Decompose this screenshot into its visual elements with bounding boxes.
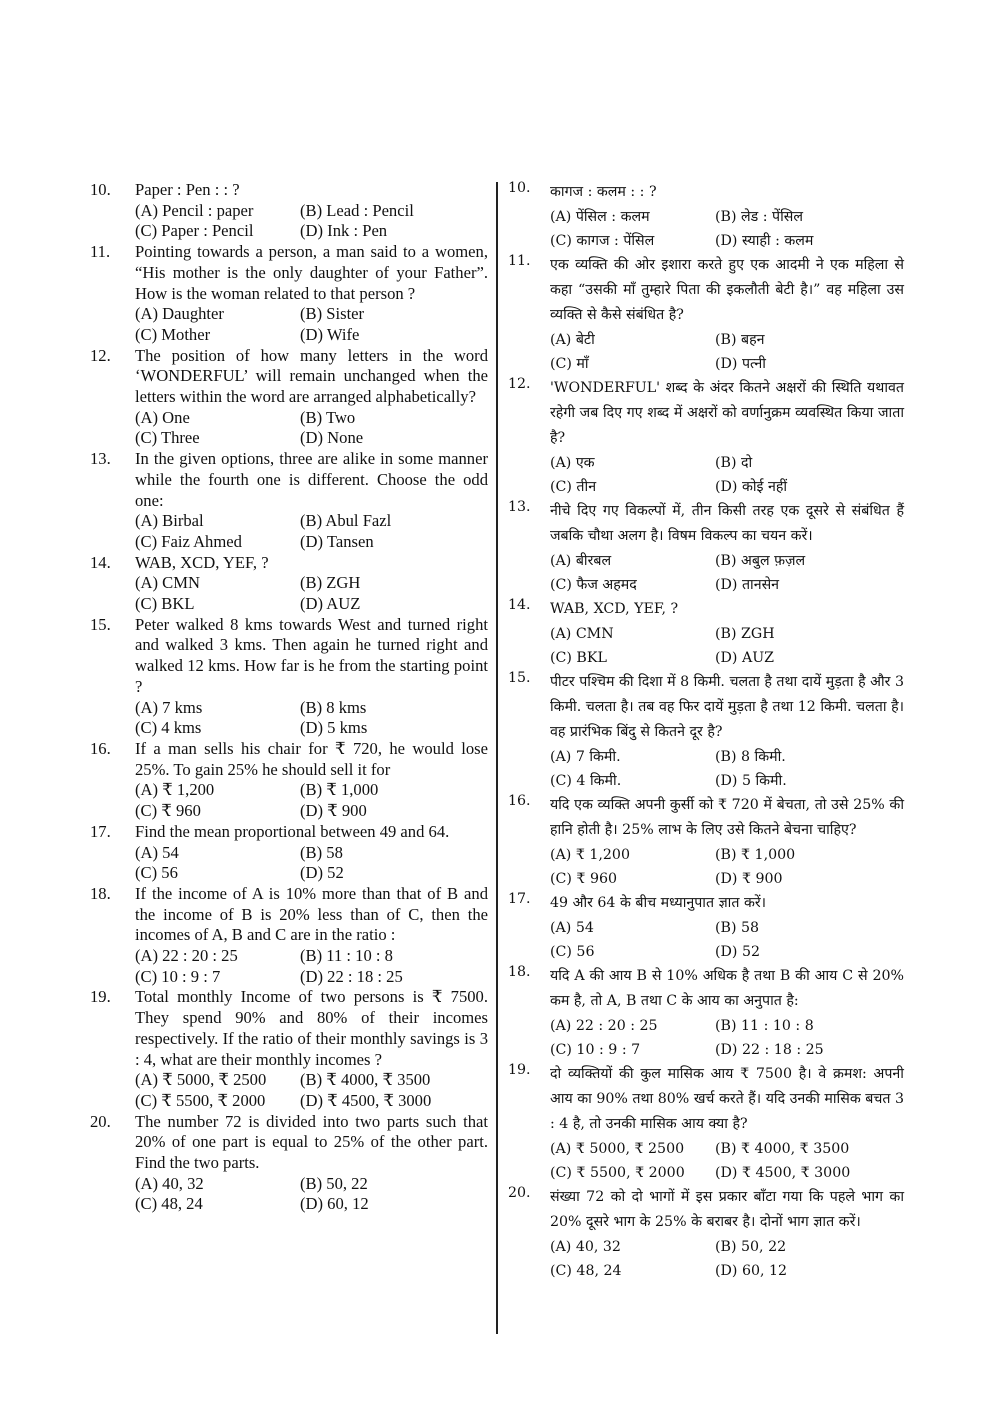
question-number: 13. (90, 449, 111, 469)
question-text: 49 और 64 के बीच मध्यानुपात ज्ञात करें। (550, 895, 767, 911)
hindi-question-19 (508, 1062, 904, 1185)
option-d: (D) None (300, 428, 364, 448)
option-a: (A) 7 किमी. (550, 749, 621, 765)
question-number: 15. (90, 614, 111, 634)
options-grid (135, 511, 488, 552)
options-grid (550, 745, 904, 793)
option-d: (D) 5 kms (300, 718, 368, 738)
options-grid (550, 622, 904, 670)
question-text: यदि A की आय B से 10% अधिक है तथा B की आय C से 20% कम है, तो A, B तथा C के आय का अनुपात है: (550, 968, 904, 1009)
option-a: (A) ₹ 5000, ₹ 2500 (135, 1070, 267, 1090)
option-b: (B) लेड : पेंसिल (715, 209, 803, 225)
option-b: (B) ZGH (715, 626, 775, 642)
question-body (550, 499, 904, 597)
english-question-10 (90, 180, 488, 242)
question-text: दो व्यक्तियों की कुल मासिक आय ₹ 7500 है। वे क्रमश: अपनी आय का 90% तथा 80% खर्च करते हैं। यदि उनकी मासिक बचत 3 : 4 है, तो उनकी मासिक आय क्या है? (550, 1066, 904, 1132)
question-text: Find the mean proportional between 49 and 64. (135, 821, 450, 841)
option-d: (D) तानसेन (715, 577, 780, 593)
option-c: (C) कागज : पेंसिल (550, 233, 655, 249)
option-b: (B) बहन (715, 332, 765, 348)
hindi-question-18 (508, 964, 904, 1062)
question-number: 16. (508, 793, 531, 809)
option-c: (C) ₹ 5500, ₹ 2000 (135, 1090, 266, 1110)
question-body (135, 822, 488, 884)
option-d: (D) 52 (715, 944, 761, 960)
option-b: (B) Lead : Pencil (300, 200, 414, 220)
question-body (550, 964, 904, 1062)
option-b: (B) 50, 22 (715, 1239, 787, 1255)
question-number: 17. (508, 891, 531, 907)
question-body (550, 1185, 904, 1283)
option-b: (B) ₹ 4000, ₹ 3500 (715, 1141, 850, 1157)
option-b: (B) 58 (715, 920, 760, 936)
option-c: (C) तीन (550, 479, 597, 495)
options-grid (550, 1014, 904, 1062)
option-d: (D) 22 : 18 : 25 (715, 1042, 824, 1058)
question-number: 19. (508, 1062, 531, 1078)
option-c: (C) ₹ 960 (550, 871, 618, 887)
question-text: The position of how many letters in the word ‘WONDERFUL’ will remain unchanged when the letters within the word are arranged alphabetically? (135, 345, 488, 407)
option-b: (B) ₹ 1,000 (300, 780, 379, 800)
option-c: (C) माँ (550, 356, 589, 372)
option-d: (D) 60, 12 (300, 1194, 369, 1214)
question-text: 'WONDERFUL' शब्द के अंदर कितने अक्षरों की स्थिति यथावत रहेगी जब दिए गए शब्द में अक्षरों को वर्णानुक्रम व्यवस्थित किया जाता है? (550, 380, 904, 446)
option-c: (C) 56 (550, 944, 595, 960)
question-body (135, 449, 488, 553)
option-c: (C) 48, 24 (135, 1194, 203, 1214)
option-b: (B) दो (715, 455, 753, 471)
option-a: (A) Pencil : paper (135, 200, 254, 220)
question-body (550, 376, 904, 499)
english-question-12 (90, 346, 488, 450)
question-text: कागज : कलम : : ? (550, 184, 657, 200)
question-number: 19. (90, 987, 111, 1007)
question-number: 18. (508, 964, 531, 980)
option-b: (B) 58 (300, 842, 343, 862)
option-d: (D) Wife (300, 324, 360, 344)
question-body (135, 180, 488, 242)
option-a: (A) 22 : 20 : 25 (135, 946, 238, 966)
question-text: The number 72 is divided into two parts such that 20% of one part is equal to 25% of the other part. Find the two parts. (135, 1111, 488, 1173)
question-body (135, 1112, 488, 1216)
option-b: (B) Sister (300, 304, 365, 324)
option-c: (C) Paper : Pencil (135, 221, 254, 241)
options-grid (135, 780, 488, 821)
option-a: (A) One (135, 407, 190, 427)
question-number: 14. (90, 552, 111, 572)
question-body (135, 553, 488, 615)
options-grid (135, 843, 488, 884)
option-a: (A) 40, 32 (135, 1173, 204, 1193)
option-a: (A) 54 (135, 842, 179, 862)
option-b: (B) 50, 22 (300, 1173, 368, 1193)
question-number: 18. (90, 883, 111, 903)
hindi-question-16 (508, 793, 904, 891)
question-number: 15. (508, 670, 531, 686)
question-text: संख्या 72 को दो भागों में इस प्रकार बाँटा गया कि पहले भाग का 20% दूसरे भाग के 25% के बराबर है। दोनों भाग ज्ञात करें। (550, 1189, 904, 1230)
option-a: (A) बेटी (550, 332, 595, 348)
column-divider (496, 182, 498, 1334)
option-a: (A) ₹ 1,200 (135, 780, 215, 800)
question-number: 20. (90, 1111, 111, 1131)
hindi-question-17 (508, 891, 904, 964)
question-text: WAB, XCD, YEF, ? (550, 601, 679, 617)
hindi-question-13 (508, 499, 904, 597)
option-c: (C) Three (135, 428, 200, 448)
options-grid (550, 916, 904, 964)
option-c: (C) 48, 24 (550, 1263, 622, 1279)
option-a: (A) 54 (550, 920, 594, 936)
option-c: (C) 10 : 9 : 7 (135, 966, 221, 986)
option-a: (A) एक (550, 455, 595, 471)
question-text: WAB, XCD, YEF, ? (135, 552, 269, 572)
question-number: 11. (508, 253, 531, 269)
option-d: (D) 22 : 18 : 25 (300, 966, 403, 986)
question-text: पीटर पश्चिम की दिशा में 8 किमी. चलता है तथा दायें मुड़ता है और 3 किमी. चलता है। तब वह फिर दायें मुड़ता है तथा 12 किमी. चलता है। वह प्रारंभिक बिंदु से कितने दूर है? (550, 674, 904, 740)
hindi-question-12 (508, 376, 904, 499)
question-body (550, 180, 904, 253)
question-body (550, 891, 904, 964)
question-number: 16. (90, 738, 111, 758)
question-text: एक व्यक्ति की ओर इशारा करते हुए एक आदमी ने एक महिला से कहा “उसकी माँ तुम्हारे पिता की इकलौती बेटी है।” वह महिला उस व्यक्ति से कैसे संबंधित है? (550, 257, 904, 323)
question-text: Paper : Pen : : ? (135, 180, 240, 199)
question-number: 12. (508, 376, 531, 392)
question-body (550, 253, 904, 376)
options-grid (550, 843, 904, 891)
question-number: 10. (90, 180, 111, 199)
option-d: (D) AUZ (715, 650, 775, 666)
option-c: (C) 56 (135, 863, 178, 883)
option-b: (B) Two (300, 407, 356, 427)
option-a: (A) Daughter (135, 304, 224, 324)
hindi-question-11 (508, 253, 904, 376)
option-b: (B) Abul Fazl (300, 511, 392, 531)
option-b: (B) ₹ 4000, ₹ 3500 (300, 1070, 431, 1090)
options-grid (135, 1070, 488, 1111)
option-d: (D) AUZ (300, 594, 361, 614)
option-d: (D) ₹ 4500, ₹ 3000 (715, 1165, 851, 1181)
question-body (550, 670, 904, 793)
options-grid (135, 698, 488, 739)
option-b: (B) 8 किमी. (715, 749, 786, 765)
question-body (550, 1062, 904, 1185)
question-body (135, 346, 488, 450)
question-number: 10. (508, 180, 531, 196)
options-grid (550, 1137, 904, 1185)
option-a: (A) 22 : 20 : 25 (550, 1018, 658, 1034)
question-body (135, 987, 488, 1111)
option-d: (D) Tansen (300, 531, 374, 551)
english-question-17 (90, 822, 488, 884)
option-b: (B) ZGH (300, 573, 361, 593)
question-number: 14. (508, 597, 531, 613)
option-c: (C) Mother (135, 324, 211, 344)
option-a: (A) बीरबल (550, 553, 612, 569)
option-c: (C) ₹ 5500, ₹ 2000 (550, 1165, 685, 1181)
option-b: (B) ₹ 1,000 (715, 847, 796, 863)
question-number: 20. (508, 1185, 531, 1201)
question-text: Pointing towards a person, a man said to a women, “His mother is the only daughter of your Father”. How is the woman related to that person ? (135, 242, 488, 303)
option-c: (C) 4 kms (135, 718, 202, 738)
option-a: (A) 40, 32 (550, 1239, 621, 1255)
option-d: (D) 5 किमी. (715, 773, 787, 789)
options-grid (135, 304, 488, 345)
option-a: (A) CMN (135, 573, 200, 593)
option-d: (D) स्याही : कलम (715, 233, 814, 249)
options-grid (550, 451, 904, 499)
question-body (550, 793, 904, 891)
option-b: (B) अबुल फ़ज़ल (715, 553, 806, 569)
option-d: (D) ₹ 900 (300, 801, 367, 821)
english-question-13 (90, 449, 488, 553)
english-question-20 (90, 1112, 488, 1216)
option-d: (D) ₹ 4500, ₹ 3000 (300, 1090, 432, 1110)
question-body (135, 242, 488, 346)
question-body (135, 884, 488, 988)
english-question-14 (90, 553, 488, 615)
english-question-18 (90, 884, 488, 988)
hindi-question-15 (508, 670, 904, 793)
question-text: Peter walked 8 kms towards West and turned right and walked 3 kms. Then again he turned right and walked 12 kms. How far is he from the starting point ? (135, 614, 488, 696)
question-text: Total monthly Income of two persons is ₹ 7500. They spend 90% and 80% of their incomes respectively. If the ratio of their monthly savings is 3 : 4, what are their monthly incomes ? (135, 987, 488, 1069)
question-text: If a man sells his chair for ₹ 720, he would lose 25%. To gain 25% he should sell it for (135, 738, 488, 779)
question-text: In the given options, three are alike in some manner while the fourth one is different. Choose the odd one: (135, 449, 488, 510)
option-c: (C) Faiz Ahmed (135, 531, 242, 551)
option-b: (B) 11 : 10 : 8 (715, 1018, 814, 1034)
question-body (135, 615, 488, 739)
option-c: (C) 4 किमी. (550, 773, 622, 789)
question-text: यदि एक व्यक्ति अपनी कुर्सी को ₹ 720 में बेचता, तो उसे 25% की हानि होती है। 25% लाभ के लिए उसे कितने बेचना चाहिए? (550, 797, 904, 838)
question-number: 12. (90, 345, 111, 365)
option-a: (A) ₹ 1,200 (550, 847, 630, 863)
options-grid (550, 328, 904, 376)
option-a: (A) पेंसिल : कलम (550, 209, 650, 225)
option-d: (D) कोई नहीं (715, 479, 788, 495)
hindi-question-20 (508, 1185, 904, 1283)
english-question-11 (90, 242, 488, 346)
option-b: (B) 8 kms (300, 697, 367, 717)
option-d: (D) 52 (300, 863, 344, 883)
option-c: (C) BKL (550, 650, 607, 666)
options-grid (550, 205, 904, 253)
option-d: (D) 60, 12 (715, 1263, 788, 1279)
english-question-19 (90, 987, 488, 1111)
question-body (550, 597, 904, 670)
option-c: (C) फैज अहमद (550, 577, 637, 593)
question-number: 17. (90, 821, 111, 841)
option-b: (B) 11 : 10 : 8 (300, 946, 393, 966)
options-grid (135, 946, 488, 987)
options-grid (135, 408, 488, 449)
options-grid (550, 1235, 904, 1283)
question-number: 13. (508, 499, 531, 515)
option-d: (D) ₹ 900 (715, 871, 783, 887)
option-c: (C) ₹ 960 (135, 801, 201, 821)
hindi-column (508, 180, 904, 1283)
options-grid (135, 201, 488, 242)
option-a: (A) 7 kms (135, 697, 203, 717)
question-body (135, 739, 488, 822)
english-question-16 (90, 739, 488, 822)
question-text: If the income of A is 10% more than that of B and the income of B is 20% less than of C, then the incomes of A, B and C are in the ratio : (135, 883, 488, 945)
options-grid (135, 573, 488, 614)
english-column (90, 180, 488, 1215)
question-number: 11. (90, 242, 111, 262)
option-c: (C) 10 : 9 : 7 (550, 1042, 641, 1058)
option-a: (A) Birbal (135, 511, 204, 531)
option-c: (C) BKL (135, 594, 195, 614)
hindi-question-10 (508, 180, 904, 253)
options-grid (135, 1174, 488, 1215)
hindi-question-14 (508, 597, 904, 670)
options-grid (550, 549, 904, 597)
option-a: (A) ₹ 5000, ₹ 2500 (550, 1141, 685, 1157)
option-d: (D) Ink : Pen (300, 221, 388, 241)
english-question-15 (90, 615, 488, 739)
option-d: (D) पत्नी (715, 356, 766, 372)
option-a: (A) CMN (550, 626, 614, 642)
question-text: नीचे दिए गए विकल्पों में, तीन किसी तरह एक दूसरे से संबंधित हैं जबकि चौथा अलग है। विषम विकल्प का चयन करें। (550, 503, 904, 544)
